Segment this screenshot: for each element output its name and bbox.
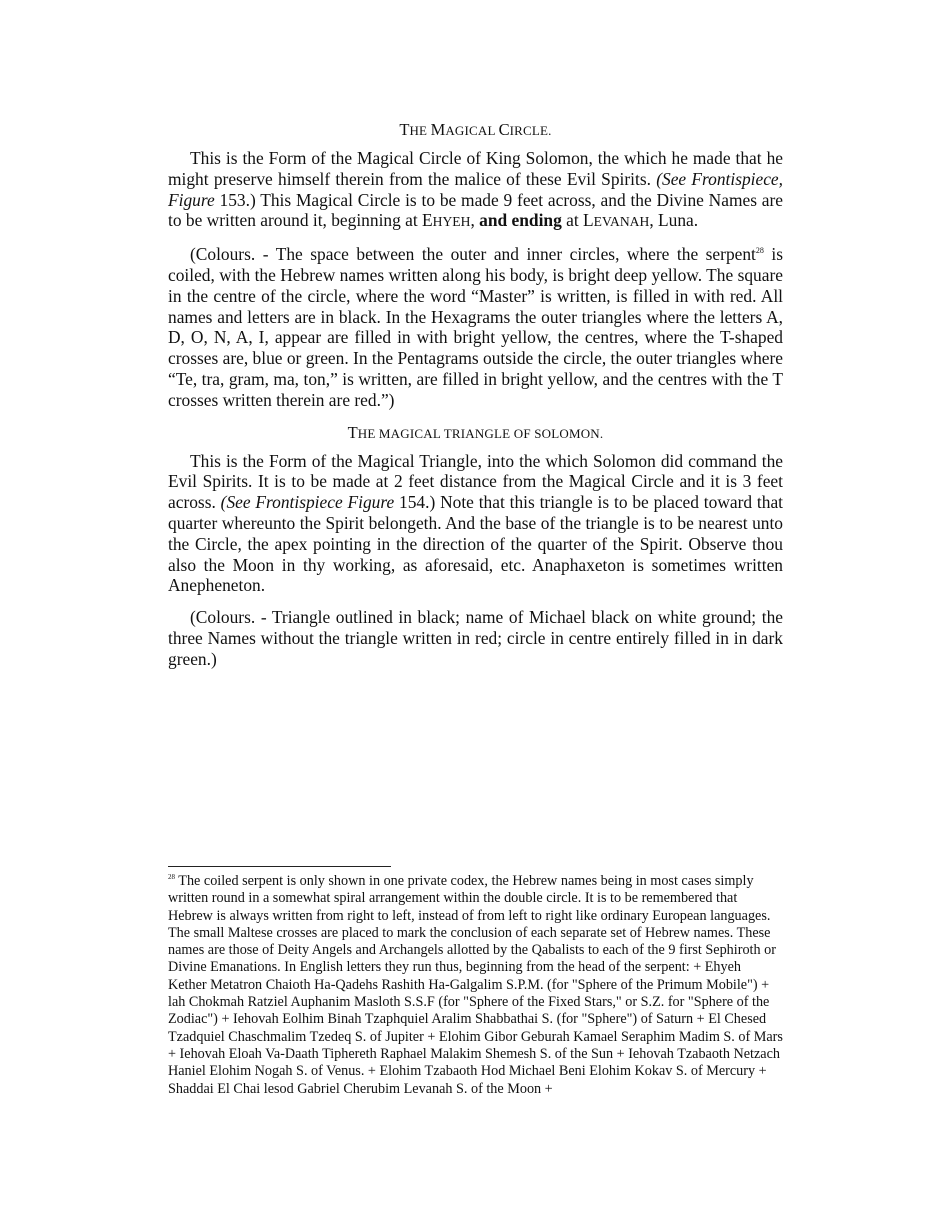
- heading-initial: C: [498, 120, 510, 139]
- smallcaps-initial: L: [583, 210, 594, 231]
- heading-initial: T: [347, 422, 358, 442]
- text-run: This is the Form of the Magical Circle of King Solomon: [190, 148, 589, 168]
- heading-initial: T: [399, 120, 410, 139]
- smallcaps-text: HYEH: [432, 214, 471, 230]
- section-heading-magical-circle: [168, 119, 783, 142]
- text-run: This is the Form of the Magical Triangle, into the which Solomon did command the Evil Spirits. It is to be made at 2 feet distance from the Magical Circle and it is 3 feet across.: [168, 450, 783, 513]
- section-heading-magical-triangle: [168, 422, 783, 445]
- paragraph-circle-form: [168, 148, 783, 233]
- footnote-number: 28: [168, 873, 175, 881]
- paragraph-triangle-form: [168, 451, 783, 597]
- text-run: is coiled, with the Hebrew names written along his body, is bright deep yellow. The square in the centre of the circle, where the word “Master” is written, is filled in with red. All names and letters are in black. In the Hexagrams the outer triangles where the letters A, D, O, N, A, I, appear are filled in with bright yellow, the centres, where the T-shaped crosses are, blue or green. In the Pentagrams outside the circle, the outer triangles where “Te, tra, gram, ma, ton,” is written, are filled in bright yellow, and the centres with the T crosses written therein are red.”): [168, 244, 783, 410]
- smallcaps-text: EVANAH: [593, 214, 650, 230]
- italic-reference: (See Frontispiece, Figure: [168, 168, 783, 210]
- heading-smallcaps: AGICAL: [445, 123, 499, 138]
- text-run: , the which he made that he might preserve himself therein from the malice of these Evil Spirits.: [168, 148, 783, 189]
- text-run: (Colours. - Triangle outlined in black; name of Michael black on white ground; the three Names without the triangle written in red; circle in centre entirely filled in in dark green.): [168, 607, 783, 669]
- heading-smallcaps: IRCLE.: [509, 123, 552, 138]
- paragraph-circle-colours: [168, 244, 783, 410]
- text-run: , Luna.: [649, 210, 699, 231]
- footnote-28: [168, 873, 783, 1098]
- text-run: (Colours. - The space between the outer and inner circles, where the serpent: [190, 244, 756, 265]
- heading-smallcaps: HE: [409, 123, 431, 138]
- text-run: 153.) This Magical Circle is to be made 9 feet across, and the Divine Names are to be written around it, beginning at: [168, 189, 784, 231]
- text-run: at: [561, 210, 584, 231]
- smallcaps-initial: E: [422, 210, 433, 231]
- bold-text: and ending: [479, 210, 562, 231]
- footnote-text: The coiled serpent is only shown in one private codex, the Hebrew names being in most cases simply written round in a somewhat spiral arrangement within the double circle. It is to be remembered that Hebrew is always written from right to left, instead of from left to right like ordinary European languages. The small Maltese crosses are placed to mark the conclusion of each separate set of Hebrew names. These names are those of Deity Angels and Archangels allotted by the Qabalists to each of the 9 first Sephiroth or Divine Emanations. In English letters they run thus, beginning from the head of the serpent: + Ehyeh Kether Metatron Chaioth Ha-Qadehs Rashith Ha-Galgalim S.P.M. (for "Sphere of the Primum Mobile") + lah Chokmah Ratziel Auphanim Masloth S.S.F (for "Sphere of the Fixed Stars," or S.Z. for "Sphere of the Zodiac") + Iehovah Eolhim Binah Tzaphquiel Aralim Shabbathai S. (for "Sphere") of Saturn + El Chesed Tzadquiel Chaschmalim Tzedeq S. of Jupiter + Elohim Gibor Geburah Kamael Seraphim Madim S. of Mars + Iehovah Eloah Va-Daath Tiphereth Raphael Malakim Shemesh S. of the Sun + Iehovah Tzabaoth Netzach Haniel Elohim Nogah S. of Venus. + Elohim Tzabaoth Hod Michael Beni Elohim Kokav S. of Mercury + Shaddai El Chai lesod Gabriel Cherubim Levanah S. of the Moon +: [168, 873, 783, 1097]
- footnote-reference: 28: [755, 246, 764, 256]
- footnote-separator: [168, 866, 391, 867]
- text-run: 154.) Note that this triangle is to be placed toward that quarter whereunto the Spirit belongeth. And the base of the triangle is to be nearest unto the Circle, the apex pointing in the direction of the quarter of the Spirit. Observe thou also the Moon in thy working, as aforesaid, etc. Anaphaxeton is sometimes written Anepheneton.: [168, 492, 784, 596]
- page-body: [168, 119, 783, 681]
- italic-reference: (See Frontispiece Figure: [220, 492, 400, 513]
- heading-smallcaps: HE MAGICAL TRIANGLE OF SOLOMON.: [357, 425, 604, 441]
- paragraph-triangle-colours: [168, 607, 783, 669]
- text-run: ,: [470, 210, 480, 231]
- heading-initial: M: [430, 120, 446, 139]
